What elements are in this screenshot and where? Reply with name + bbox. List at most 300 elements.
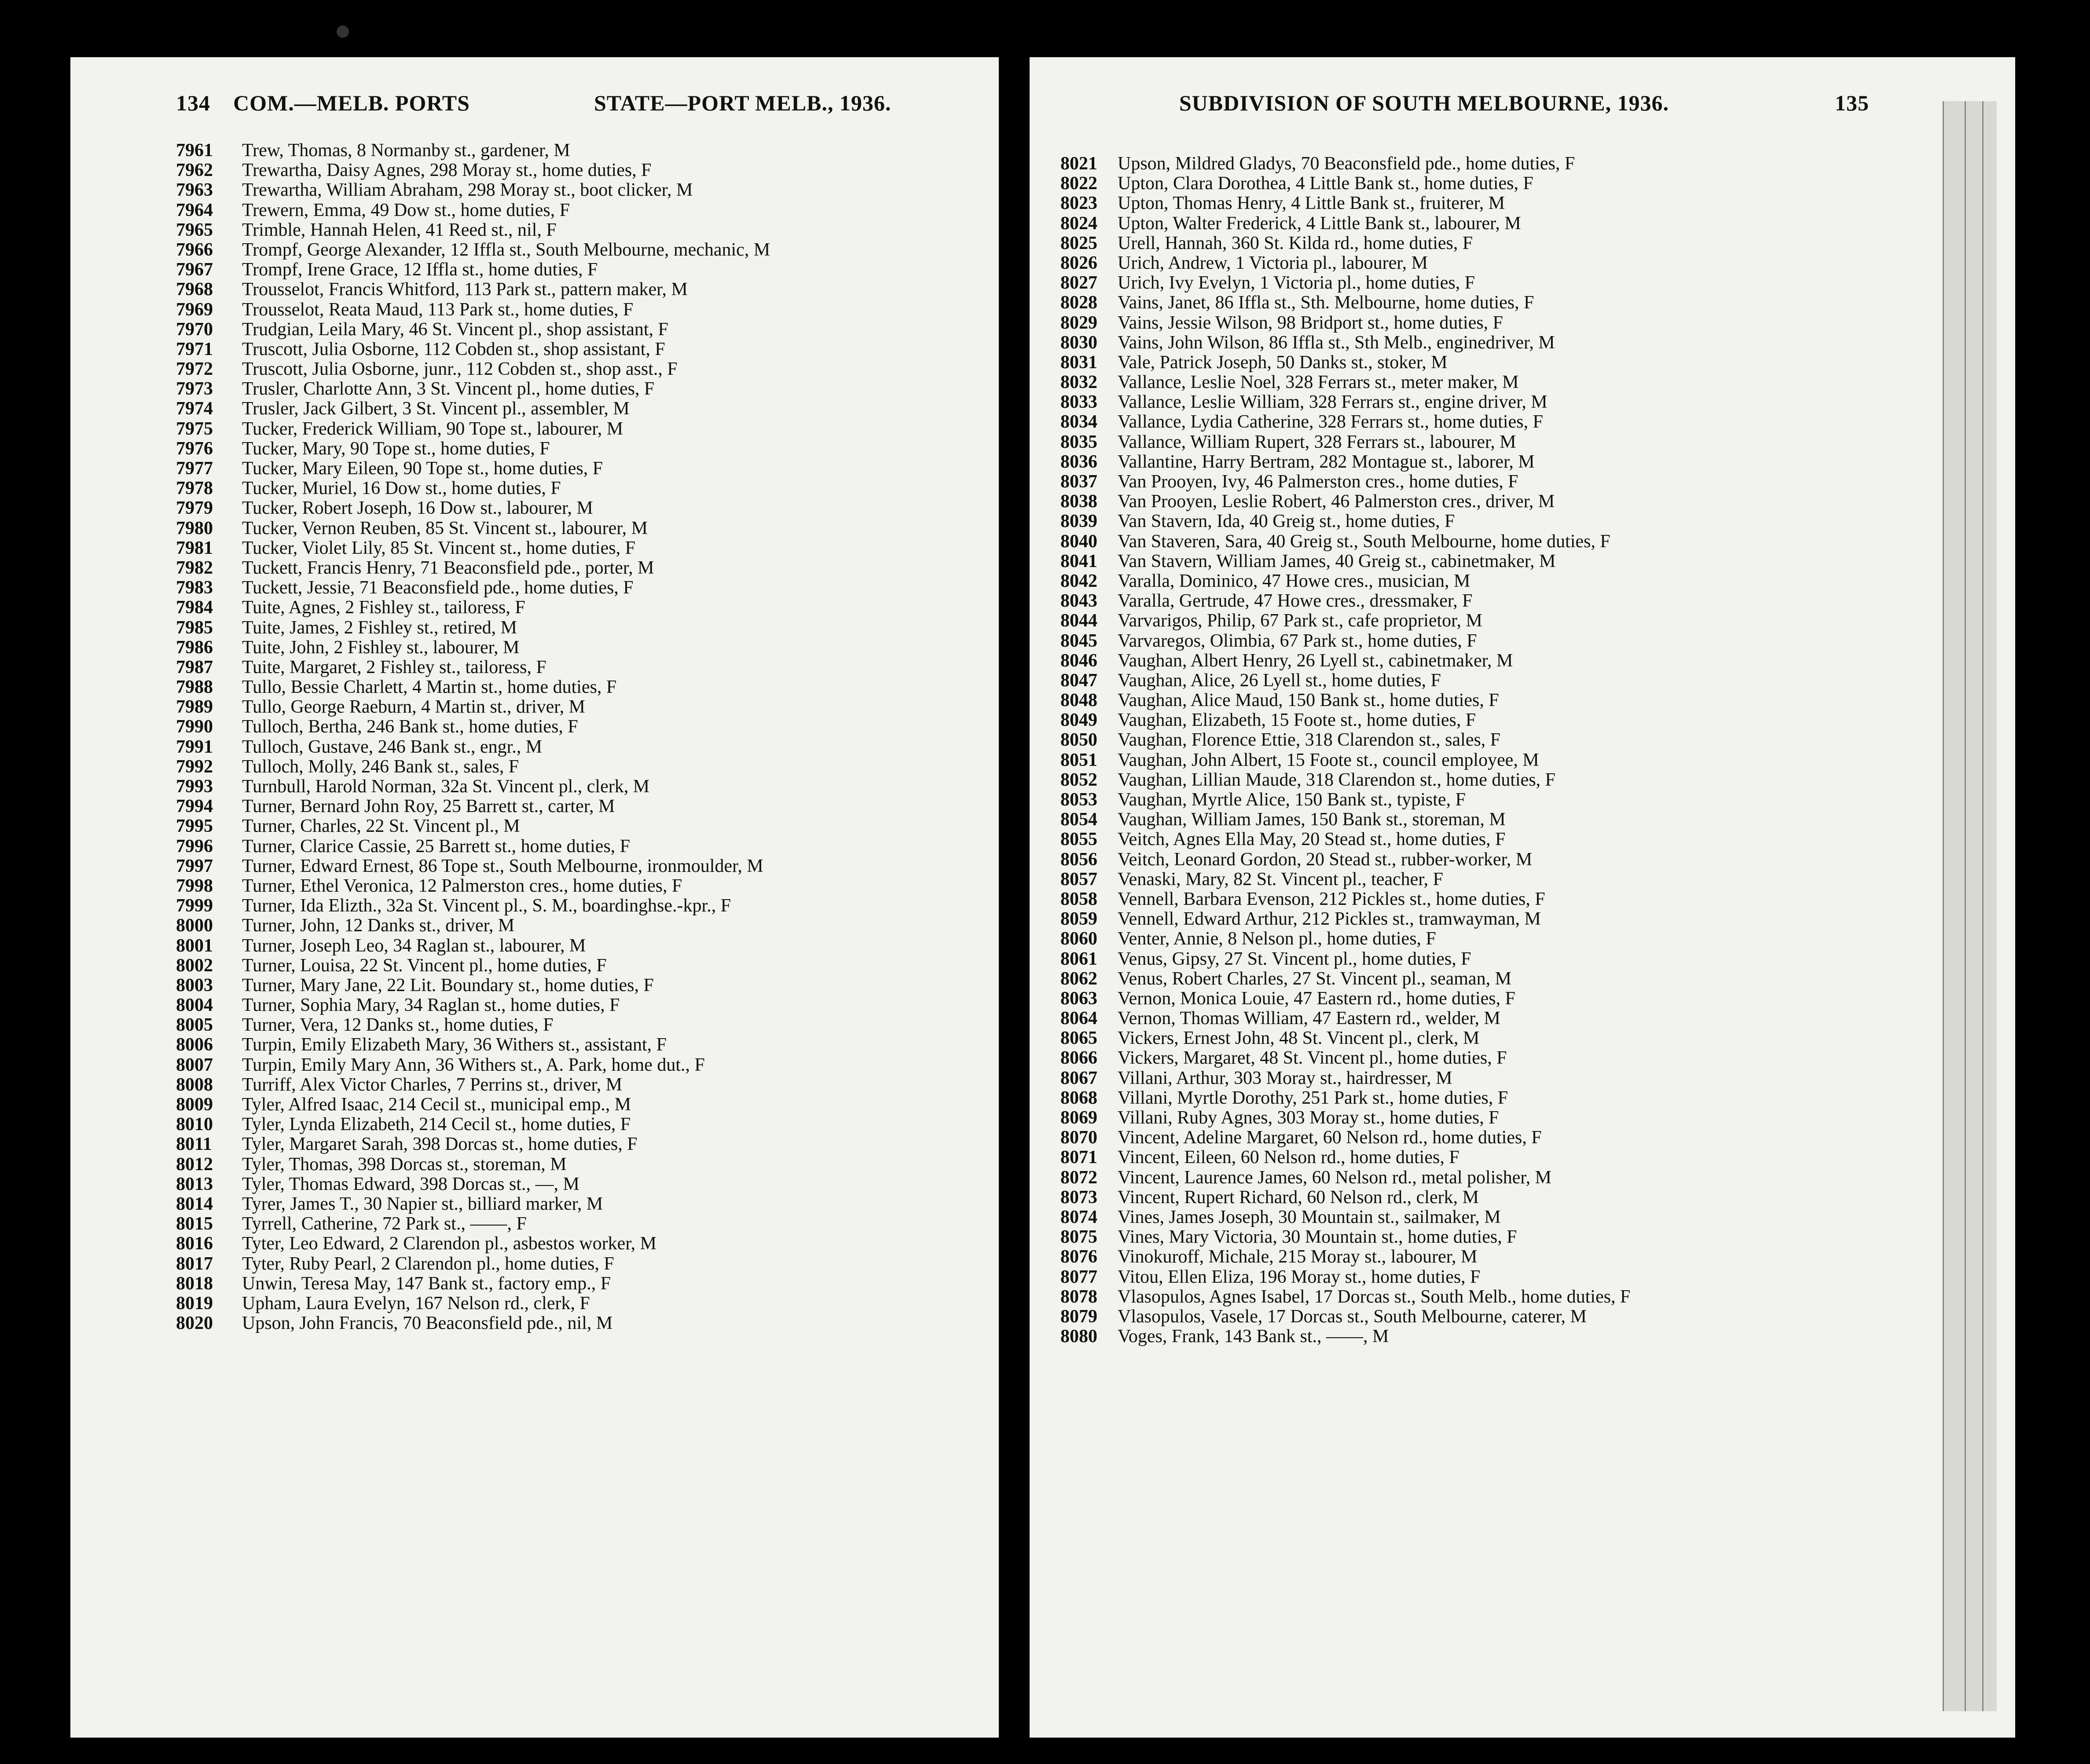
right-page-header: [1030, 90, 2015, 139]
entry-number: 8065: [1060, 1028, 1097, 1049]
entry-number: 7979: [176, 498, 213, 519]
elector-entry: [70, 876, 999, 896]
entry-text: Trimble, Hannah Helen, 41 Reed st., nil, F: [242, 220, 557, 240]
entry-text: Varvaregos, Olimbia, 67 Park st., home duties, F: [1118, 630, 1477, 651]
elector-entry: [70, 777, 999, 797]
elector-entry: [1030, 591, 2015, 611]
elector-entry: [1030, 293, 2015, 313]
entry-text: Tulloch, Bertha, 246 Bank st., home duties, F: [242, 717, 578, 737]
entry-text: Vennell, Edward Arthur, 212 Pickles st., tramwayman, M: [1118, 909, 1541, 930]
elector-entry: [70, 1314, 999, 1333]
entry-text: Tuite, John, 2 Fishley st., labourer, M: [242, 637, 520, 658]
elector-entry: [70, 419, 999, 439]
entry-text: Vernon, Monica Louie, 47 Eastern rd., home duties, F: [1118, 988, 1515, 1009]
entry-number: 8003: [176, 975, 213, 995]
entry-text: Trusler, Jack Gilbert, 3 St. Vincent pl., assembler, M: [242, 399, 630, 419]
elector-entry: [1030, 1168, 2015, 1188]
entry-text: Vallance, William Rupert, 328 Ferrars st., labourer, M: [1118, 432, 1516, 452]
entry-number: 7973: [176, 379, 213, 399]
entry-text: Trewartha, William Abraham, 298 Moray st., boot clicker, M: [242, 180, 693, 201]
elector-entry: [70, 1115, 999, 1135]
elector-entry: [70, 1075, 999, 1095]
entry-number: 8045: [1060, 630, 1097, 651]
entry-text: Tullo, Bessie Charlett, 4 Martin st., home duties, F: [242, 677, 617, 698]
entry-text: Vickers, Ernest John, 48 St. Vincent pl., clerk, M: [1118, 1028, 1480, 1049]
entry-text: Trudgian, Leila Mary, 46 St. Vincent pl., shop assistant, F: [242, 319, 668, 340]
entry-text: Vincent, Laurence James, 60 Nelson rd., metal polisher, M: [1118, 1167, 1552, 1188]
entry-text: Vains, John Wilson, 86 Iffla st., Sth Melb., enginedriver, M: [1118, 332, 1555, 353]
elector-entry: [1030, 253, 2015, 273]
entry-text: Turpin, Emily Elizabeth Mary, 36 Withers st., assistant, F: [242, 1035, 667, 1055]
entry-number: 8052: [1060, 769, 1097, 790]
entry-number: 8050: [1060, 730, 1097, 750]
entry-text: Vaughan, Elizabeth, 15 Foote st., home duties, F: [1118, 710, 1476, 731]
entry-number: 7984: [176, 597, 213, 618]
entry-text: Varalla, Gertrude, 47 Howe cres., dressmaker, F: [1118, 591, 1473, 611]
entry-number: 8080: [1060, 1326, 1097, 1347]
elector-entry: [1030, 194, 2015, 213]
entry-text: Trew, Thomas, 8 Normanby st., gardener, M: [242, 140, 570, 161]
elector-entry: [70, 916, 999, 936]
elector-entry: [1030, 1088, 2015, 1108]
entry-number: 8024: [1060, 213, 1097, 234]
entry-text: Tyler, Lynda Elizabeth, 214 Cecil st., home duties, F: [242, 1114, 631, 1135]
elector-entry: [70, 260, 999, 280]
entry-number: 8044: [1060, 611, 1097, 631]
entry-text: Vincent, Eileen, 60 Nelson rd., home duties, F: [1118, 1147, 1459, 1168]
entry-number: 8037: [1060, 472, 1097, 492]
entry-number: 7964: [176, 200, 213, 220]
entry-text: Tyler, Alfred Isaac, 214 Cecil st., municipal emp., M: [242, 1094, 631, 1115]
entry-text: Turner, Ida Elizth., 32a St. Vincent pl., S. M., boardinghse.-kpr., F: [242, 896, 731, 916]
entry-number: 8046: [1060, 650, 1097, 671]
elector-entry: [1030, 1208, 2015, 1227]
entry-text: Vallance, Lydia Catherine, 328 Ferrars st., home duties, F: [1118, 412, 1543, 432]
entry-text: Tullo, George Raeburn, 4 Martin st., driver, M: [242, 697, 585, 717]
entry-number: 8062: [1060, 968, 1097, 989]
entry-number: 8077: [1060, 1266, 1097, 1287]
entry-number: 8022: [1060, 173, 1097, 194]
entry-text: Vitou, Ellen Eliza, 196 Moray st., home duties, F: [1118, 1266, 1481, 1287]
elector-entry: [70, 1015, 999, 1035]
entry-number: 8040: [1060, 531, 1097, 552]
entry-number: 7994: [176, 796, 213, 817]
entry-text: Tucker, Mary Eileen, 90 Tope st., home duties, F: [242, 458, 603, 479]
entry-text: Villani, Myrtle Dorothy, 251 Park st., home duties, F: [1118, 1087, 1508, 1108]
entry-text: Vaughan, Florence Ettie, 318 Clarendon st., sales, F: [1118, 730, 1501, 750]
entry-number: 7977: [176, 458, 213, 479]
entry-text: Tuckett, Francis Henry, 71 Beaconsfield pde., porter, M: [242, 557, 654, 578]
elector-entry: [1030, 929, 2015, 949]
elector-entry: [1030, 1028, 2015, 1048]
elector-entry: [70, 538, 999, 558]
entry-number: 7983: [176, 578, 213, 598]
entry-number: 7982: [176, 557, 213, 578]
elector-entry: [70, 598, 999, 618]
elector-entry: [1030, 1227, 2015, 1247]
entry-text: Trompf, George Alexander, 12 Iffla st., South Melbourne, mechanic, M: [242, 239, 770, 260]
elector-entry: [1030, 611, 2015, 631]
entry-number: 8079: [1060, 1306, 1097, 1327]
elector-entry: [70, 976, 999, 995]
entry-number: 7985: [176, 617, 213, 638]
elector-entry: [70, 578, 999, 598]
entry-number: 8006: [176, 1035, 213, 1055]
elector-entry: [1030, 412, 2015, 432]
elector-entry: [70, 1234, 999, 1254]
elector-entry: [1030, 373, 2015, 392]
elector-entry: [70, 320, 999, 340]
entry-number: 8031: [1060, 352, 1097, 373]
entry-text: Tuite, Margaret, 2 Fishley st., tailoress, F: [242, 657, 546, 677]
elector-entry: [1030, 1188, 2015, 1208]
elector-entry: [1030, 1267, 2015, 1287]
elector-entry: [70, 558, 999, 578]
entry-number: 8017: [176, 1253, 213, 1274]
entry-number: 7975: [176, 418, 213, 439]
entry-text: Vincent, Adeline Margaret, 60 Nelson rd., home duties, F: [1118, 1127, 1542, 1148]
page-edge-strip: [1943, 101, 1966, 1711]
entry-number: 7968: [176, 279, 213, 300]
entry-text: Tucker, Frederick William, 90 Tope st., labourer, M: [242, 418, 623, 439]
entry-text: Trewern, Emma, 49 Dow st., home duties, F: [242, 200, 570, 220]
elector-entry: [70, 757, 999, 777]
entry-number: 7978: [176, 478, 213, 499]
entry-text: Turner, Mary Jane, 22 Lit. Boundary st., home duties, F: [242, 975, 654, 995]
elector-entry: [70, 459, 999, 479]
entry-number: 8026: [1060, 253, 1097, 273]
entry-number: 8074: [1060, 1207, 1097, 1227]
entry-number: 8007: [176, 1054, 213, 1075]
elector-entry: [1030, 730, 2015, 750]
elector-entry: [1030, 353, 2015, 373]
entry-number: 8072: [1060, 1167, 1097, 1188]
entry-number: 8021: [1060, 154, 1097, 174]
entry-number: 8014: [176, 1193, 213, 1214]
entry-text: Turner, Sophia Mary, 34 Raglan st., home duties, F: [242, 995, 620, 1016]
elector-entry: [70, 697, 999, 717]
elector-entry: [70, 1214, 999, 1234]
entry-number: 7972: [176, 359, 213, 380]
entry-text: Vaughan, Alice, 26 Lyell st., home duties, F: [1118, 670, 1441, 691]
page-edge-strip: [1982, 101, 1997, 1711]
elector-entry: [1030, 1069, 2015, 1088]
entry-text: Vennell, Barbara Evenson, 212 Pickles st., home duties, F: [1118, 889, 1545, 909]
elector-entry: [1030, 909, 2015, 929]
elector-entry: [1030, 512, 2015, 531]
elector-entry: [70, 479, 999, 498]
entry-number: 7965: [176, 220, 213, 240]
entry-text: Vains, Jessie Wilson, 98 Bridport st., home duties, F: [1118, 312, 1503, 333]
entry-number: 7997: [176, 856, 213, 876]
entry-text: Varvarigos, Philip, 67 Park st., cafe proprietor, M: [1118, 611, 1482, 631]
entry-text: Van Stavern, William James, 40 Greig st., cabinetmaker, M: [1118, 551, 1556, 571]
elector-entry: [70, 1294, 999, 1314]
elector-entry: [70, 300, 999, 320]
entry-text: Turner, Ethel Veronica, 12 Palmerston cres., home duties, F: [242, 875, 682, 896]
left-header-left: COM.—MELB. PORTS: [233, 91, 470, 115]
entry-text: Turnbull, Harold Norman, 32a St. Vincent pl., clerk, M: [242, 776, 650, 797]
entry-text: Vlasopulos, Agnes Isabel, 17 Dorcas st., South Melb., home duties, F: [1118, 1286, 1631, 1307]
entry-text: Villani, Arthur, 303 Moray st., hairdresser, M: [1118, 1068, 1452, 1088]
entry-text: Tucker, Mary, 90 Tope st., home duties, F: [242, 438, 550, 459]
entry-text: Tucker, Robert Joseph, 16 Dow st., labourer, M: [242, 498, 593, 519]
left-page-header: [70, 90, 999, 139]
entry-number: 8034: [1060, 412, 1097, 432]
entry-number: 8001: [176, 935, 213, 956]
elector-entry: [1030, 790, 2015, 810]
entry-number: 8023: [1060, 193, 1097, 214]
elector-entry: [1030, 1009, 2015, 1028]
entry-number: 8025: [1060, 233, 1097, 253]
entry-number: 7970: [176, 319, 213, 340]
elector-entry: [1030, 810, 2015, 830]
entry-text: Vale, Patrick Joseph, 50 Danks st., stoker, M: [1118, 352, 1448, 373]
elector-entry: [1030, 1048, 2015, 1068]
entry-text: Tyter, Leo Edward, 2 Clarendon pl., asbestos worker, M: [242, 1233, 656, 1254]
entry-text: Vaughan, John Albert, 15 Foote st., council employee, M: [1118, 750, 1539, 770]
elector-entry: [70, 936, 999, 956]
entry-text: Vincent, Rupert Richard, 60 Nelson rd., clerk, M: [1118, 1187, 1479, 1208]
entry-number: 8013: [176, 1174, 213, 1194]
elector-entry: [70, 995, 999, 1015]
entry-number: 7980: [176, 518, 213, 538]
entry-number: 8039: [1060, 511, 1097, 532]
entry-text: Upson, John Francis, 70 Beaconsfield pde., nil, M: [242, 1313, 613, 1334]
elector-entry: [70, 141, 999, 161]
elector-entry: [70, 498, 999, 518]
elector-entry: [1030, 214, 2015, 234]
entry-text: Vickers, Margaret, 48 St. Vincent pl., home duties, F: [1118, 1048, 1507, 1069]
entry-text: Vallance, Leslie William, 328 Ferrars st., engine driver, M: [1118, 392, 1547, 413]
entry-number: 8053: [1060, 790, 1097, 810]
elector-entry: [70, 399, 999, 419]
elector-entry: [1030, 750, 2015, 770]
entry-text: Venus, Robert Charles, 27 St. Vincent pl., seaman, M: [1118, 968, 1511, 989]
entry-text: Venter, Annie, 8 Nelson pl., home duties, F: [1118, 929, 1436, 949]
entry-text: Vaughan, Myrtle Alice, 150 Bank st., typiste, F: [1118, 790, 1466, 810]
elector-entry: [70, 896, 999, 916]
entry-number: 7974: [176, 399, 213, 419]
elector-entry: [70, 1055, 999, 1075]
entry-number: 8032: [1060, 372, 1097, 393]
entry-text: Urich, Andrew, 1 Victoria pl., labourer, M: [1118, 253, 1428, 273]
entry-text: Tyler, Margaret Sarah, 398 Dorcas st., home duties, F: [242, 1134, 638, 1155]
elector-entry: [70, 201, 999, 220]
entry-number: 8012: [176, 1154, 213, 1175]
entry-number: 7963: [176, 180, 213, 201]
entry-text: Tyler, Thomas, 398 Dorcas st., storeman, M: [242, 1154, 567, 1175]
elector-entry: [70, 161, 999, 180]
elector-entry: [1030, 770, 2015, 790]
entry-number: 7988: [176, 677, 213, 698]
entry-number: 8078: [1060, 1286, 1097, 1307]
elector-entry: [70, 1274, 999, 1294]
entry-text: Turner, Joseph Leo, 34 Raglan st., labourer, M: [242, 935, 586, 956]
entry-number: 8067: [1060, 1068, 1097, 1088]
entry-number: 7993: [176, 776, 213, 797]
entry-number: 8030: [1060, 332, 1097, 353]
entry-number: 7962: [176, 160, 213, 181]
entry-number: 8036: [1060, 451, 1097, 472]
entry-text: Turner, John, 12 Danks st., driver, M: [242, 915, 515, 936]
elector-entry: [1030, 174, 2015, 194]
entry-text: Tuckett, Jessie, 71 Beaconsfield pde., home duties, F: [242, 578, 634, 598]
entry-number: 7961: [176, 140, 213, 161]
entry-text: Van Prooyen, Ivy, 46 Palmerston cres., home duties, F: [1118, 472, 1518, 492]
entry-text: Van Staveren, Sara, 40 Greig st., South Melbourne, home duties, F: [1118, 531, 1610, 552]
entry-text: Vaughan, Albert Henry, 26 Lyell st., cabinetmaker, M: [1118, 650, 1513, 671]
entry-text: Tyrrell, Catherine, 72 Park st., ——, F: [242, 1214, 527, 1234]
entry-text: Trewartha, Daisy Agnes, 298 Moray st., home duties, F: [242, 160, 652, 181]
entry-text: Tuite, James, 2 Fishley st., retired, M: [242, 617, 517, 638]
entry-text: Veitch, Agnes Ella May, 20 Stead st., home duties, F: [1118, 829, 1506, 850]
entry-number: 8076: [1060, 1247, 1097, 1267]
entry-number: 8033: [1060, 392, 1097, 413]
entry-text: Upham, Laura Evelyn, 167 Nelson rd., clerk, F: [242, 1293, 590, 1314]
entry-number: 8016: [176, 1233, 213, 1254]
entry-number: 8035: [1060, 432, 1097, 452]
entry-text: Vernon, Thomas William, 47 Eastern rd., welder, M: [1118, 1008, 1500, 1029]
entry-number: 8008: [176, 1074, 213, 1095]
left-page: [70, 57, 999, 1738]
entry-number: 8048: [1060, 690, 1097, 711]
elector-entry: [1030, 691, 2015, 710]
entry-text: Varalla, Dominico, 47 Howe cres., musician, M: [1118, 571, 1470, 591]
entry-text: Tyrer, James T., 30 Napier st., billiard marker, M: [242, 1193, 603, 1214]
entry-number: 8064: [1060, 1008, 1097, 1029]
elector-entry: [1030, 989, 2015, 1009]
entry-text: Vallantine, Harry Bertram, 282 Montague st., laborer, M: [1118, 451, 1535, 472]
entry-number: 7966: [176, 239, 213, 260]
entry-number: 8054: [1060, 809, 1097, 830]
entry-number: 8070: [1060, 1127, 1097, 1148]
elector-entry: [70, 439, 999, 459]
entry-text: Truscott, Julia Osborne, junr., 112 Cobden st., shop asst., F: [242, 359, 678, 380]
elector-entry: [70, 1095, 999, 1115]
entry-number: 8042: [1060, 571, 1097, 591]
entry-text: Veitch, Leonard Gordon, 20 Stead st., rubber-worker, M: [1118, 849, 1533, 870]
entry-text: Villani, Ruby Agnes, 303 Moray st., home duties, F: [1118, 1108, 1499, 1128]
entry-text: Turpin, Emily Mary Ann, 36 Withers st., A. Park, home dut., F: [242, 1054, 705, 1075]
elector-entry: [1030, 870, 2015, 889]
entry-text: Turner, Edward Ernest, 86 Tope st., South Melbourne, ironmoulder, M: [242, 856, 763, 876]
entry-text: Turriff, Alex Victor Charles, 7 Perrins st., driver, M: [242, 1074, 623, 1095]
elector-entry: [70, 856, 999, 876]
entry-text: Urell, Hannah, 360 St. Kilda rd., home duties, F: [1118, 233, 1473, 253]
entry-number: 7989: [176, 697, 213, 717]
entry-number: 8038: [1060, 491, 1097, 512]
elector-entry: [70, 956, 999, 976]
elector-entry: [1030, 432, 2015, 452]
entry-text: Tucker, Violet Lily, 85 St. Vincent st., home duties, F: [242, 538, 635, 558]
entry-number: 7986: [176, 637, 213, 658]
right-entry-list: [1030, 154, 2015, 1347]
elector-entry: [1030, 1247, 2015, 1267]
entry-number: 8073: [1060, 1187, 1097, 1208]
elector-entry: [70, 379, 999, 399]
entry-text: Vines, Mary Victoria, 30 Mountain st., home duties, F: [1118, 1227, 1517, 1248]
entry-number: 8057: [1060, 869, 1097, 889]
entry-number: 7981: [176, 538, 213, 558]
elector-entry: [70, 816, 999, 836]
entry-text: Tucker, Muriel, 16 Dow st., home duties, F: [242, 478, 561, 499]
entry-number: 8060: [1060, 929, 1097, 949]
entry-number: 7992: [176, 756, 213, 777]
elector-entry: [70, 280, 999, 300]
entry-number: 8009: [176, 1094, 213, 1115]
entry-number: 8066: [1060, 1048, 1097, 1069]
entry-number: 8059: [1060, 909, 1097, 930]
entry-text: Venaski, Mary, 82 St. Vincent pl., teacher, F: [1118, 869, 1443, 889]
elector-entry: [1030, 392, 2015, 412]
elector-entry: [70, 359, 999, 379]
elector-entry: [1030, 571, 2015, 591]
entry-number: 8071: [1060, 1147, 1097, 1168]
entry-number: 8055: [1060, 829, 1097, 850]
elector-entry: [1030, 1148, 2015, 1167]
entry-number: 8075: [1060, 1227, 1097, 1248]
entry-text: Tulloch, Molly, 246 Bank st., sales, F: [242, 756, 519, 777]
entry-number: 8004: [176, 995, 213, 1016]
entry-text: Van Stavern, Ida, 40 Greig st., home duties, F: [1118, 511, 1455, 532]
entry-text: Vlasopulos, Vasele, 17 Dorcas st., South Melbourne, caterer, M: [1118, 1306, 1587, 1327]
entry-number: 7987: [176, 657, 213, 677]
entry-number: 7967: [176, 260, 213, 280]
right-page: [1030, 57, 2015, 1738]
elector-entry: [1030, 710, 2015, 730]
elector-entry: [70, 658, 999, 677]
elector-entry: [1030, 1307, 2015, 1327]
entry-number: 8010: [176, 1114, 213, 1135]
elector-entry: [70, 638, 999, 658]
elector-entry: [70, 519, 999, 538]
elector-entry: [1030, 492, 2015, 512]
entry-number: 8058: [1060, 889, 1097, 909]
elector-entry: [70, 1135, 999, 1154]
entry-text: Turner, Vera, 12 Danks st., home duties, F: [242, 1015, 554, 1036]
elector-entry: [70, 717, 999, 737]
scan-hole-mark: [337, 26, 349, 38]
entry-number: 8019: [176, 1293, 213, 1314]
entry-text: Turner, Clarice Cassie, 25 Barrett st., home duties, F: [242, 836, 631, 856]
entry-text: Unwin, Teresa May, 147 Bank st., factory emp., F: [242, 1273, 611, 1294]
elector-entry: [1030, 1108, 2015, 1128]
entry-text: Turner, Louisa, 22 St. Vincent pl., home duties, F: [242, 955, 607, 976]
elector-entry: [70, 240, 999, 260]
elector-entry: [1030, 273, 2015, 293]
entry-number: 8049: [1060, 710, 1097, 731]
right-header-center: SUBDIVISION OF SOUTH MELBOURNE, 1936.: [1179, 91, 1669, 115]
elector-entry: [1030, 552, 2015, 571]
entry-number: 7991: [176, 736, 213, 757]
entry-number: 7996: [176, 836, 213, 856]
entry-number: 7998: [176, 875, 213, 896]
entry-text: Urich, Ivy Evelyn, 1 Victoria pl., home duties, F: [1118, 273, 1475, 293]
entry-number: 8043: [1060, 591, 1097, 611]
elector-entry: [70, 1194, 999, 1214]
elector-entry: [1030, 850, 2015, 870]
entry-text: Vallance, Leslie Noel, 328 Ferrars st., meter maker, M: [1118, 372, 1519, 393]
entry-number: 7999: [176, 896, 213, 916]
entry-text: Trousselot, Francis Whitford, 113 Park st., pattern maker, M: [242, 279, 688, 300]
elector-entry: [70, 618, 999, 638]
entry-number: 8041: [1060, 551, 1097, 571]
entry-text: Tulloch, Gustave, 246 Bank st., engr., M: [242, 736, 543, 757]
elector-entry: [1030, 532, 2015, 552]
right-page-number: 135: [1835, 91, 1869, 115]
elector-entry: [1030, 969, 2015, 989]
